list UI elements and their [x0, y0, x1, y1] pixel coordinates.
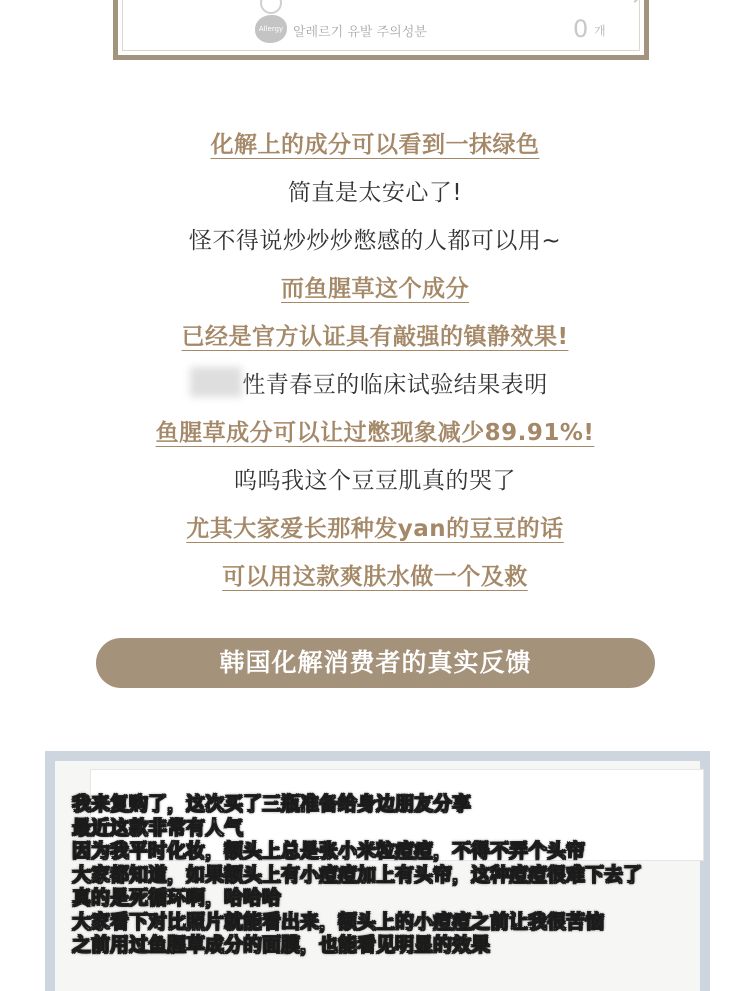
- intro-line: 简直是太安心了!: [287, 180, 463, 206]
- review-line: 之前用过鱼腥草成分的面膜，也能看见明显的效果: [72, 934, 491, 956]
- allergy-row: [255, 15, 615, 43]
- intro-line: [0, 126, 750, 159]
- intro-line: [0, 414, 750, 447]
- intro-highlight: 可以用这款爽肤水做一个及救: [222, 564, 528, 590]
- intro-highlight: 而鱼腥草这个成分: [281, 276, 469, 302]
- intro-line: 呜呜我这个豆豆肌真的哭了: [234, 468, 516, 494]
- review-text: [72, 793, 712, 958]
- review-line: 最近这款非常有人气: [72, 816, 244, 839]
- intro-line: [0, 318, 750, 351]
- intro-line: 怪不得说炒炒炒憋感的人都可以用~: [188, 228, 562, 254]
- intro-highlight: 化解上的成分可以看到一抹绿色: [210, 132, 540, 158]
- blurred-text: [190, 367, 242, 397]
- review-line: 大家都知道，如果额头上有小痘痘加上有头帘，这种痘痘很难下去了: [72, 863, 643, 886]
- section-banner: 韩国化解消费者的真实反馈: [96, 638, 655, 688]
- intro-highlight: 鱼腥草成分可以让过憋现象减少89.91%!: [155, 420, 595, 446]
- intro-line: 性青春豆的临床试验结果表明: [242, 372, 548, 398]
- review-line: 大家看下对比照片就能看出来，额头上的小痘痘之前让我很苦恼: [72, 910, 605, 933]
- allergy-label: 알레르기 유발 주의성분: [293, 25, 427, 40]
- intro-line: [0, 270, 750, 303]
- review-line: 我来复购了，这次买了三瓶准备给身边朋友分享: [72, 793, 472, 815]
- intro-line: [0, 510, 750, 543]
- intro-highlight: 已经是官方认证具有敲强的镇静效果!: [181, 324, 569, 350]
- allergy-count: 0: [573, 15, 589, 43]
- intro-line: [0, 558, 750, 591]
- allergy-icon: Allergy: [255, 15, 287, 43]
- review-line: 真的是死循环啊，哈哈哈: [72, 887, 282, 909]
- intro-highlight: 尤其大家爱长那种发yan的豆豆的话: [186, 516, 564, 542]
- allergy-unit: 개: [594, 24, 606, 38]
- review-line: 因为我平时化妆，额头上总是张小米粒痘痘，不得不弄个头帘: [72, 840, 586, 862]
